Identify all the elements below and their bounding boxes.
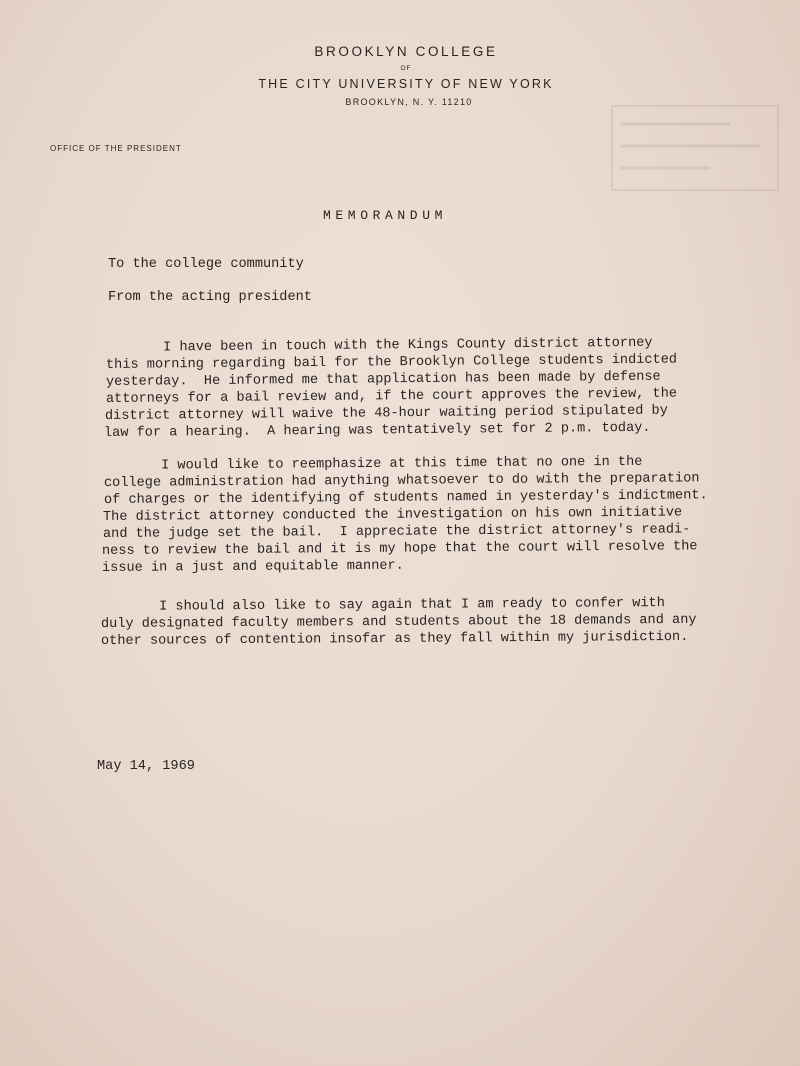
memo-body-line: law for a hearing. A hearing was tentatively set for 2 p.m. today. xyxy=(103,420,651,441)
memo-body-line: I should also like to say again that I am ready to confer with xyxy=(101,596,665,615)
office-label: OFFICE OF THE PRESIDENT xyxy=(50,144,182,153)
memo-body-line: other sources of contention insofar as they fall within my jurisdiction. xyxy=(100,629,689,649)
memo-body-line: attorneys for a bail review and, if the court approves the review, the xyxy=(105,386,678,407)
letterhead-college: BROOKLYN COLLEGE xyxy=(314,44,498,59)
letterhead-university: THE CITY UNIVERSITY OF NEW YORK xyxy=(258,77,554,91)
memo-to: To the college community xyxy=(108,257,304,272)
memo-body-line: I have been in touch with the Kings County district attorney xyxy=(105,335,653,356)
faded-stamp xyxy=(610,104,780,192)
memo-body-line: duly designated faculty members and students about the 18 demands and any xyxy=(100,612,697,632)
memo-from: From the acting president xyxy=(108,290,312,305)
memo-body-line: of charges or the identifying of students named in yesterday's indictment. xyxy=(103,488,708,508)
memo-title: MEMORANDUM xyxy=(323,208,448,223)
letterhead-of: OF xyxy=(400,65,412,72)
letterhead-address: BROOKLYN, N. Y. 11210 xyxy=(345,97,473,107)
memo-body-line: this morning regarding bail for the Brooklyn College students indicted xyxy=(105,352,678,373)
memo-date: May 14, 1969 xyxy=(97,759,195,774)
memo-body-line: college administration had anything whatsoever to do with the preparation xyxy=(103,471,700,491)
memo-body-line: yesterday. He informed me that application has been made by defense xyxy=(105,369,661,390)
memo-body-line: issue in a just and equitable manner. xyxy=(101,558,404,576)
memo-body-line: I would like to reemphasize at this time that no one in the xyxy=(103,454,643,474)
memo-body-line: and the judge set the bail. I appreciate the district attorney's readi- xyxy=(102,522,691,542)
memo-body-line: district attorney will waive the 48-hour waiting period stipulated by xyxy=(104,403,668,424)
memo-body-line: The district attorney conducted the investigation on his own initiative xyxy=(102,505,683,525)
memo-body-line: ness to review the bail and it is my hope that the court will resolve the xyxy=(101,539,698,559)
